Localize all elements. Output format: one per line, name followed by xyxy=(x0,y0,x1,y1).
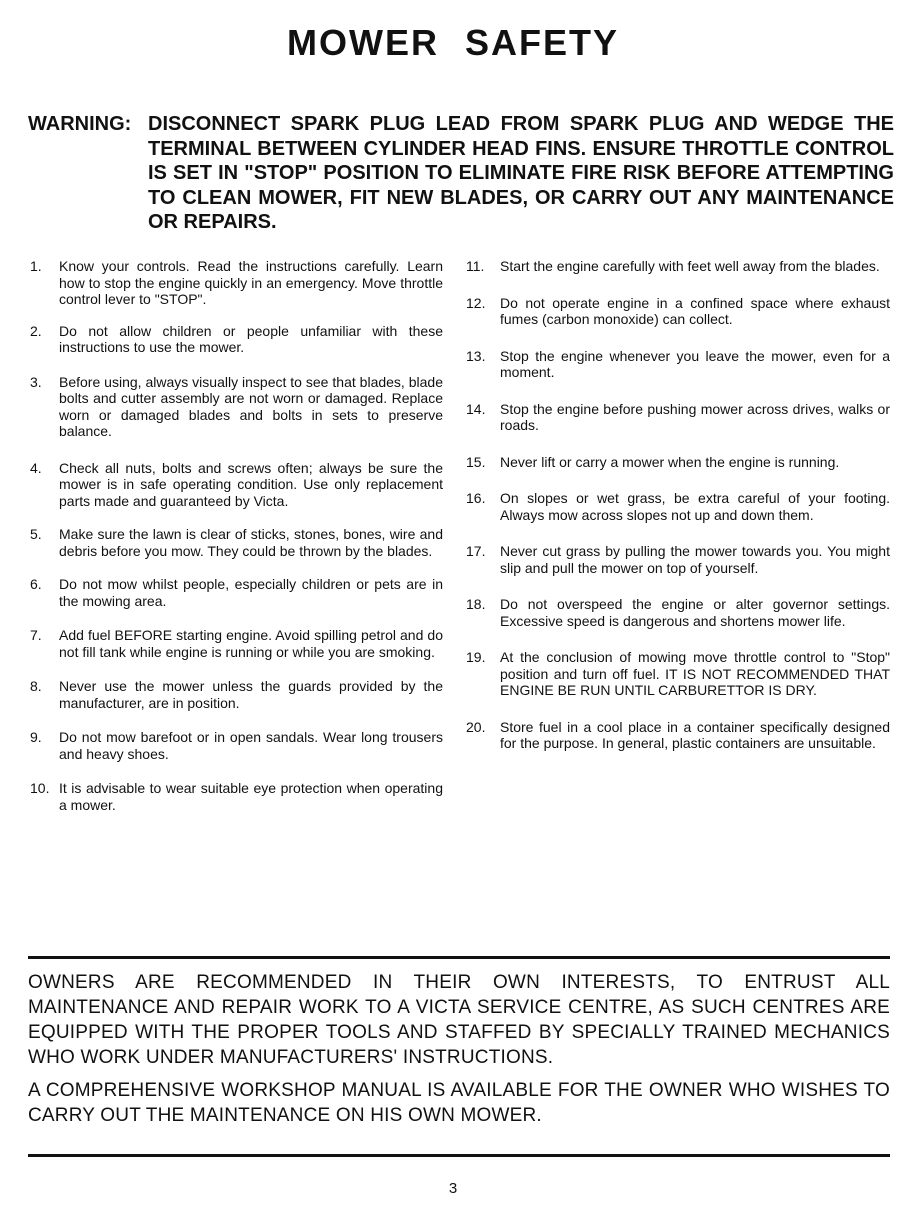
item-text: Stop the engine whenever you leave the mower, even for a moment. xyxy=(500,347,890,380)
item-text: Do not mow whilst people, especially children or pets are in the mowing area. xyxy=(59,576,443,609)
item-number: 11. xyxy=(466,258,485,274)
item-text: On slopes or wet grass, be extra careful of your footing. Always mow across slopes not up and down them. xyxy=(500,490,890,523)
divider-top xyxy=(28,956,890,959)
item-text: Never use the mower unless the guards provided by the manufacturer, are in position. xyxy=(59,678,443,711)
list-item xyxy=(466,401,890,434)
divider-bottom xyxy=(28,1154,890,1157)
item-text: At the conclusion of mowing move throttle control to "Stop" position and turn off fuel. IT IS NOT RECOMMENDED THAT ENGINE BE RUN UNTIL CARBURETTOR IS DRY. xyxy=(500,649,890,698)
list-item xyxy=(30,460,443,510)
item-number: 4. xyxy=(30,459,42,476)
item-number: 20. xyxy=(466,718,486,735)
list-item xyxy=(466,543,890,576)
item-number: 2. xyxy=(30,322,42,339)
list-item xyxy=(30,729,443,762)
item-number: 19. xyxy=(466,649,486,665)
list-item xyxy=(466,596,890,629)
item-text: Never cut grass by pulling the mower towards you. You might slip and pull the mower on top of yourself. xyxy=(500,543,890,576)
owners-notice xyxy=(28,970,890,1136)
item-text: Start the engine carefully with feet well away from the blades. xyxy=(500,258,880,274)
item-text: Do not allow children or people unfamiliar with these instructions to use the mower. xyxy=(59,322,443,355)
item-number: 1. xyxy=(30,258,42,274)
item-number: 14. xyxy=(466,400,486,417)
list-item xyxy=(466,719,890,752)
item-number: 12. xyxy=(466,294,486,311)
item-number: 7. xyxy=(30,627,42,643)
item-number: 5. xyxy=(30,526,42,542)
item-number: 15. xyxy=(466,453,486,470)
item-number: 6. xyxy=(30,576,42,592)
owners-paragraph-2: A COMPREHENSIVE WORKSHOP MANUAL IS AVAILABLE FOR THE OWNER WHO WISHES TO CARRY OUT THE MAINTENANCE ON HIS OWN MOWER. xyxy=(28,1080,890,1126)
page-number: 3 xyxy=(448,1180,458,1197)
item-number: 3. xyxy=(30,373,42,390)
warning-text: DISCONNECT SPARK PLUG LEAD FROM SPARK PLUG AND WEDGE THE TERMINAL BETWEEN CYLINDER HEAD FINS. ENSURE THROTTLE CONTROL IS SET IN "STOP" POSITION TO ELIMINATE FIRE RISK BEFORE ATTEMPTING TO CLEAN MOWER, FIT NEW BLADES, OR CARRY OUT ANY MAINTENANCE OR REPAIRS. xyxy=(148,113,894,233)
list-item xyxy=(30,678,443,711)
item-text: Check all nuts, bolts and screws often; always be sure the mower is in safe operating condition. Use only replacement parts made and guaranteed by Victa. xyxy=(59,459,443,509)
page-title: MOWER SAFETY xyxy=(287,22,619,63)
list-item xyxy=(30,258,443,308)
warning-block xyxy=(28,112,894,235)
list-item xyxy=(466,649,890,699)
list-item xyxy=(30,374,443,440)
item-number: 8. xyxy=(30,678,42,694)
list-item xyxy=(466,258,890,275)
item-text: Do not operate engine in a confined space where exhaust fumes (carbon monoxide) can collect. xyxy=(500,294,890,327)
item-number: 16. xyxy=(466,490,486,506)
list-item xyxy=(30,780,443,813)
item-text: Add fuel BEFORE starting engine. Avoid spilling petrol and do not fill tank while engine is running or while you are smoking. xyxy=(59,627,443,660)
safety-list-left xyxy=(30,258,443,813)
list-item xyxy=(30,526,443,559)
list-item xyxy=(466,490,890,523)
list-item xyxy=(30,627,443,660)
item-text: Stop the engine before pushing mower across drives, walks or roads. xyxy=(500,400,890,433)
list-item xyxy=(30,323,443,356)
item-number: 10. xyxy=(30,780,50,796)
warning-label: WARNING: xyxy=(28,113,132,135)
safety-list-right xyxy=(466,258,890,752)
list-item xyxy=(466,295,890,328)
item-text: It is advisable to wear suitable eye protection when operating a mower. xyxy=(59,780,443,813)
owners-paragraph-1: OWNERS ARE RECOMMENDED IN THEIR OWN INTERESTS, TO ENTRUST ALL MAINTENANCE AND REPAIR WORK TO A VICTA SERVICE CENTRE, AS SUCH CENTRES ARE EQUIPPED WITH THE PROPER TOOLS AND STAFFED BY SPECIALLY TRAINED MECHANICS WHO WORK UNDER MANUFACTURERS' INSTRUCTIONS. xyxy=(28,972,890,1068)
item-number: 17. xyxy=(466,543,486,559)
item-number: 18. xyxy=(466,596,486,612)
item-number: 9. xyxy=(30,729,42,745)
item-text: Do not overspeed the engine or alter governor settings. Excessive speed is dangerous and shortens mower life. xyxy=(500,596,890,629)
item-text: Never lift or carry a mower when the engine is running. xyxy=(500,453,840,470)
item-text: Make sure the lawn is clear of sticks, stones, bones, wire and debris before you mow. They could be thrown by the blades. xyxy=(59,526,443,559)
item-number: 13. xyxy=(466,347,486,364)
item-text: Do not mow barefoot or in open sandals. Wear long trousers and heavy shoes. xyxy=(59,729,443,762)
list-item xyxy=(466,454,890,471)
list-item xyxy=(466,348,890,381)
item-text: Store fuel in a cool place in a container specifically designed for the purpose. In general, plastic containers are unsuitable. xyxy=(500,718,890,751)
item-text: Before using, always visually inspect to see that blades, blade bolts and cutter assembly are not worn or damaged. Replace worn or damaged blades and bolts in sets to preserve balance. xyxy=(59,373,443,439)
item-text: Know your controls. Read the instructions carefully. Learn how to stop the engine quickly in an emergency. Move throttle control lever to "STOP". xyxy=(59,258,443,307)
list-item xyxy=(30,576,443,609)
